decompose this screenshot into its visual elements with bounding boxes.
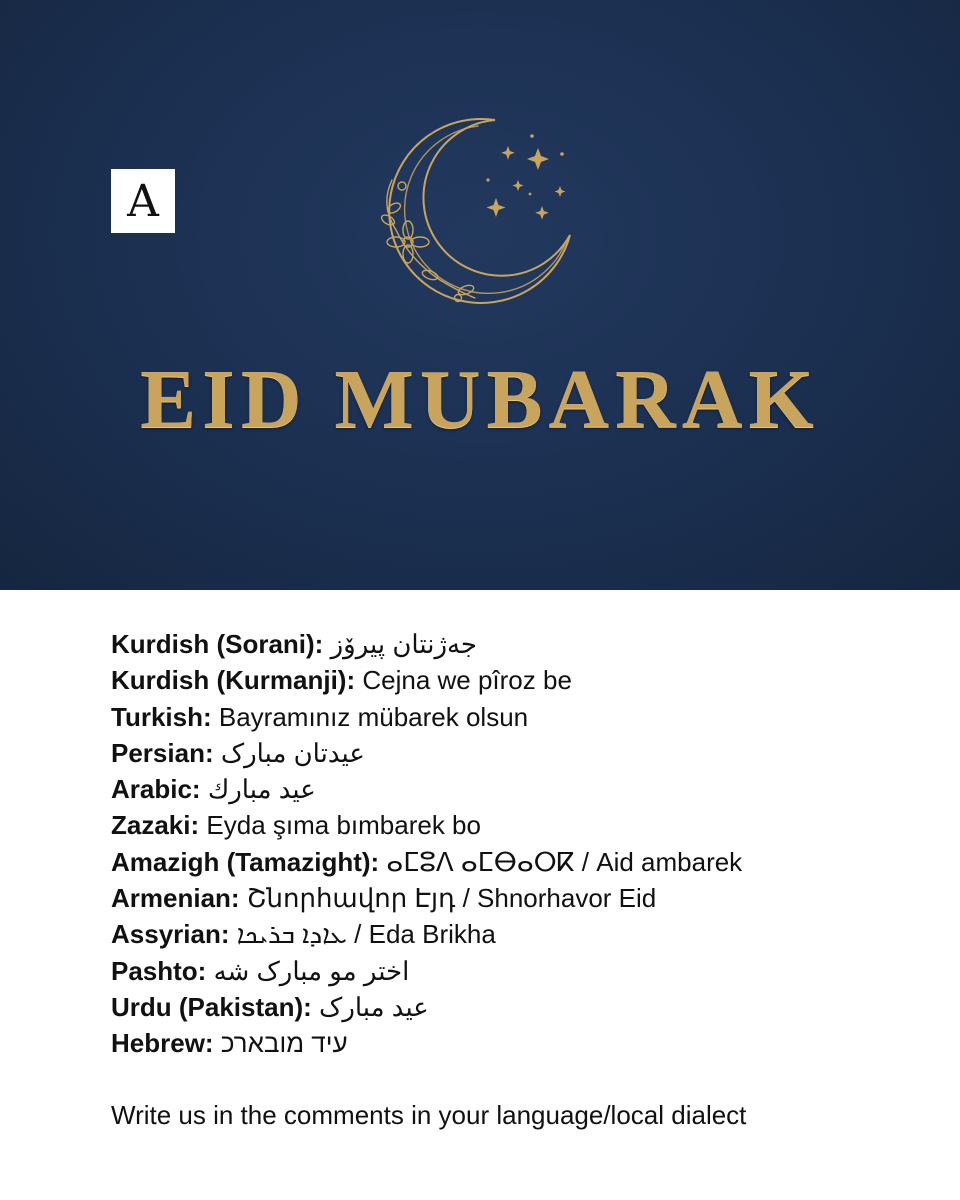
greeting-text: عيد مبارك	[207, 774, 316, 805]
greeting-text: עיד מובארכ	[220, 1028, 348, 1059]
comment-prompt: Write us in the comments in your language/local dialect	[111, 1100, 747, 1130]
greeting-text: Շնորհավոր Էյդ / Shnorhavor Eid	[246, 883, 657, 914]
greeting-row	[111, 807, 931, 843]
greeting-row	[111, 735, 931, 771]
greeting-row	[111, 1025, 931, 1061]
greeting-text: جەژنتان پیرۆز	[330, 629, 478, 659]
eid-mubarak-headline: EID MUBARAK	[140, 353, 820, 446]
language-label: Kurdish (Kurmanji):	[111, 665, 356, 696]
language-label: Hebrew:	[111, 1028, 214, 1059]
greeting-text: Cejna we pîroz be	[362, 665, 572, 696]
greeting-row	[111, 844, 931, 880]
greeting-row	[111, 989, 931, 1025]
greeting-row	[111, 626, 931, 662]
language-label: Pashto:	[111, 955, 207, 986]
language-label: Armenian:	[111, 883, 240, 914]
language-label: Urdu (Pakistan):	[111, 991, 312, 1022]
greeting-text: اختر مو مبارک شه	[213, 955, 410, 986]
greeting-row	[111, 953, 931, 989]
greeting-row	[111, 880, 931, 916]
greeting-text: ⴰⵎⵓⴷ ⴰⵎⴱⴰⵔⴽ / Aid ambarek	[386, 846, 743, 877]
language-label: Zazaki:	[111, 810, 200, 841]
language-label: Persian:	[111, 737, 214, 768]
brand-logo-letter: A	[127, 176, 159, 227]
greeting-row	[111, 916, 931, 952]
greeting-row	[111, 771, 931, 807]
greetings-list	[111, 626, 931, 1062]
language-label: Arabic:	[111, 774, 201, 805]
star-icon	[486, 134, 565, 219]
language-label: Kurdish (Sorani):	[111, 629, 324, 659]
greeting-row	[111, 662, 931, 698]
language-label: Assyrian:	[111, 919, 230, 950]
language-label: Turkish:	[111, 701, 212, 732]
language-label: Amazigh (Tamazight):	[111, 846, 380, 877]
greeting-text: ܥܐܕܐ ܒܪܝܟܐ / Eda Brikha	[236, 919, 496, 950]
crescent-moon-icon	[370, 110, 590, 310]
greeting-text: Bayramınız mübarek olsun	[218, 701, 529, 732]
greeting-text: عید مبارک	[319, 991, 429, 1022]
greeting-text: Eyda şıma bımbarek bo	[206, 810, 481, 841]
greeting-row	[111, 699, 931, 735]
brand-logo	[111, 169, 175, 233]
eid-banner	[0, 0, 960, 590]
greeting-text: عیدتان مبارک	[220, 737, 365, 768]
